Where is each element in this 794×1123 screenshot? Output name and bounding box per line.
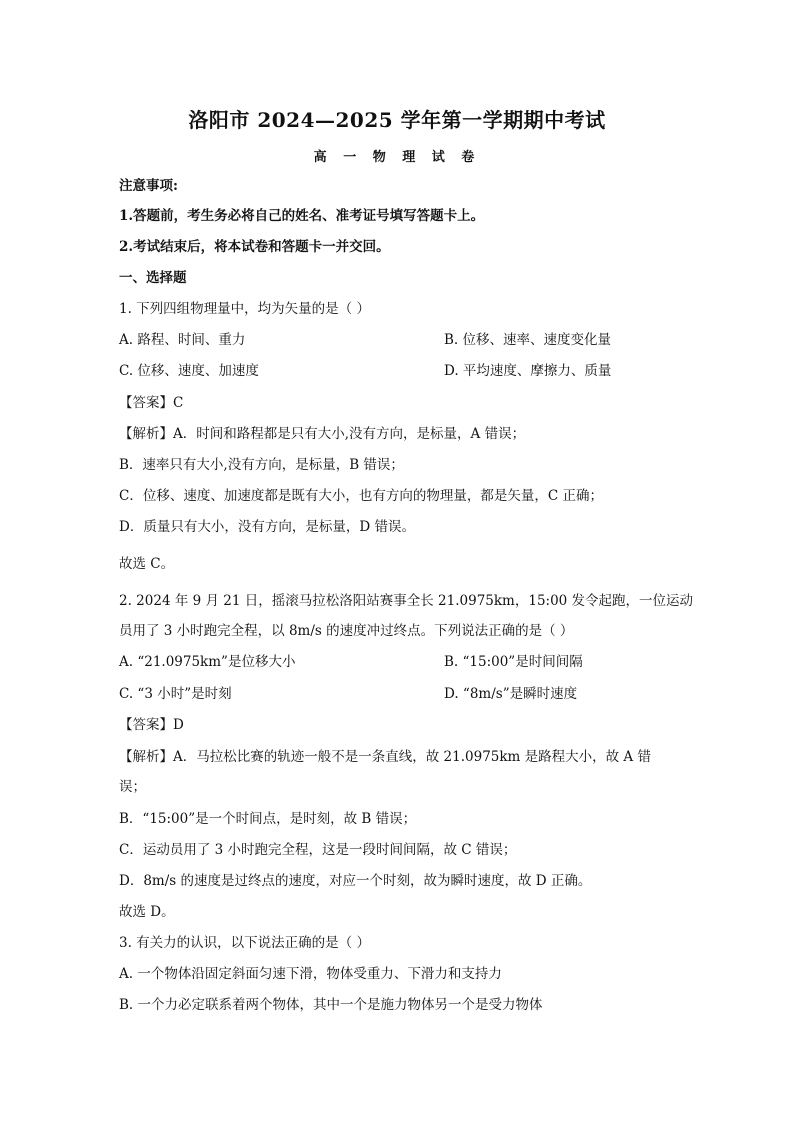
q1-option-c: C. 位移、速度、加速度 xyxy=(119,363,259,379)
q3-option-b: B. 一个力必定联系着两个物体，其中一个是施力物体另一个是受力物体 xyxy=(119,997,543,1013)
q2-option-c: C. “3 小时”是时刻 xyxy=(119,686,232,702)
q2-analysis-2: B．“15:00”是一个时间点，是时刻，故 B 错误； xyxy=(119,811,417,827)
q2-analysis-1-cont: 误； xyxy=(119,779,146,795)
notice-item-2: 2.考试结束后，将本试卷和答题卡一并交回。 xyxy=(119,239,390,255)
q2-analysis-1: 【解析】A．马拉松比赛的轨迹一般不是一条直线，故 21.0975km 是路程大小，故 A 错 xyxy=(119,749,651,765)
q2-option-b: B. “15:00”是时间间隔 xyxy=(444,654,583,670)
page-subtitle: 高 一 物 理 试 卷 xyxy=(313,150,481,165)
section-heading: 一、选择题 xyxy=(119,270,187,286)
q1-answer: 【答案】C xyxy=(119,395,184,411)
q1-option-d: D. 平均速度、摩擦力、质量 xyxy=(444,363,612,379)
q1-analysis-1: 【解析】A．时间和路程都是只有大小,没有方向，是标量，A 错误； xyxy=(119,426,526,442)
q2-stem-line-2: 员用了 3 小时跑完全程，以 8m/s 的速度冲过终点。下列说法正确的是（ ） xyxy=(119,623,574,639)
q1-analysis-4: D．质量只有大小，没有方向，是标量，D 错误。 xyxy=(119,519,415,535)
q2-analysis-3: C．运动员用了 3 小时跑完全程，这是一段时间间隔，故 C 错误； xyxy=(119,842,517,858)
q2-conclusion: 故选 D。 xyxy=(119,904,175,920)
q1-option-b: B. 位移、速率、速度变化量 xyxy=(444,332,612,348)
q2-analysis-4: D．8m/s 的速度是过终点的速度，对应一个时刻，故为瞬时速度，故 D 正确。 xyxy=(119,873,592,889)
q3-option-a: A. 一个物体沿固定斜面匀速下滑，物体受重力、下滑力和支持力 xyxy=(119,966,502,982)
q1-analysis-3: C．位移、速度、加速度都是既有大小，也有方向的物理量，都是矢量，C 正确； xyxy=(119,488,603,504)
page-title: 洛阳市 2024—2025 学年第一学期期中考试 xyxy=(188,108,606,132)
q1-option-a: A. 路程、时间、重力 xyxy=(119,332,246,348)
q2-stem-line-1: 2. 2024 年 9 月 21 日，摇滚马拉松洛阳站赛事全长 21.0975km，15:00 发令起跑，一位运动 xyxy=(119,593,694,609)
q3-stem: 3. 有关力的认识，以下说法正确的是（ ） xyxy=(119,935,370,951)
q1-stem: 1. 下列四组物理量中，均为矢量的是（ ） xyxy=(119,301,370,317)
q1-conclusion: 故选 C。 xyxy=(119,556,175,572)
q2-option-a: A. “21.0975km”是位移大小 xyxy=(119,654,296,670)
notice-heading: 注意事项: xyxy=(119,178,178,194)
q2-answer: 【答案】D xyxy=(119,717,184,733)
notice-item-1: 1.答题前，考生务必将自己的姓名、准考证号填写答题卡上。 xyxy=(119,208,485,224)
q2-option-d: D. “8m/s”是瞬时速度 xyxy=(444,686,578,702)
q1-analysis-2: B．速率只有大小,没有方向，是标量，B 错误； xyxy=(119,457,404,473)
